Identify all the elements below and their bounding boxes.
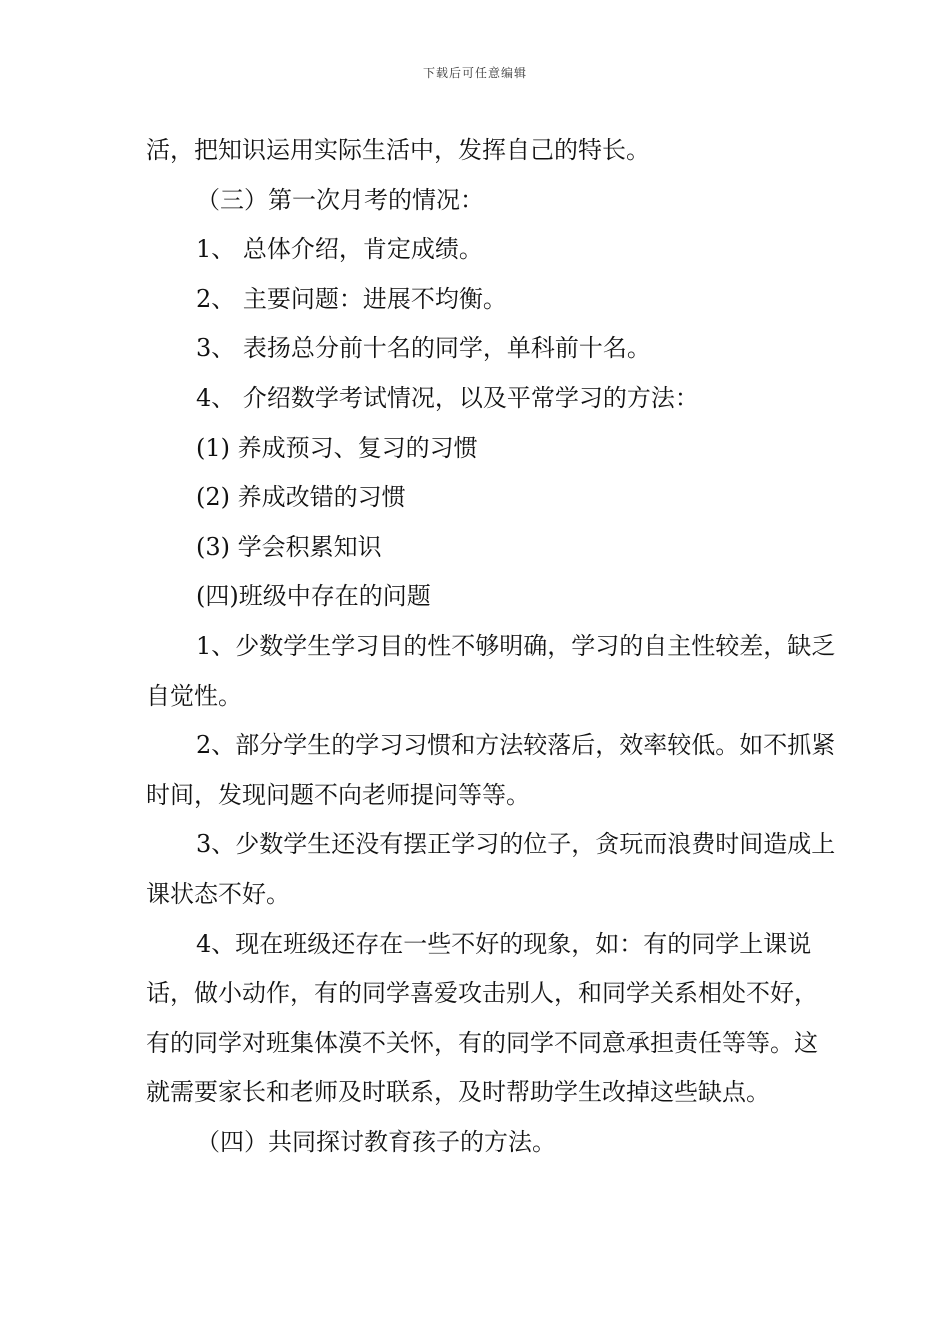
document-body bbox=[146, 126, 836, 1167]
list-item: 4、 介绍数学考试情况，以及平常学习的方法： bbox=[196, 383, 699, 412]
paragraph-continuation: 活，把知识运用实际生活中，发挥自己的特长。 bbox=[146, 136, 650, 164]
paragraph: 4、现在班级还存在一些不好的现象，如：有的同学上课说话，做小动作，有的同学喜爱攻击别人，和同学关系相处不好，有的同学对班集体漠不关怀，有的同学不同意承担责任等等。这就需要家长和老师及时联系，及时帮助学生改掉这些缺点。 bbox=[146, 929, 818, 1107]
section-heading-3: （三）第一次月考的情况： bbox=[196, 185, 484, 214]
section-heading-4: (四)班级中存在的问题 bbox=[196, 582, 431, 611]
sub-list-item: (2) 养成改错的习惯 bbox=[196, 483, 406, 512]
paragraph: 1、少数学生学习目的性不够明确，学习的自主性较差，缺乏自觉性。 bbox=[146, 631, 836, 710]
paragraph: 3、少数学生还没有摆正学习的位子，贪玩而浪费时间造成上课状态不好。 bbox=[146, 830, 836, 908]
page-header: 下载后可任意编辑 bbox=[422, 66, 527, 80]
sub-list-item: (3) 学会积累知识 bbox=[196, 532, 382, 561]
list-item: 2、 主要问题：进展不均衡。 bbox=[196, 284, 507, 313]
list-item: 1、 总体介绍，肯定成绩。 bbox=[196, 235, 483, 264]
list-item: 3、 表扬总分前十名的同学，单科前十名。 bbox=[196, 334, 651, 363]
sub-list-item: (1) 养成预习、复习的习惯 bbox=[196, 433, 478, 462]
paragraph: 2、部分学生的学习习惯和方法较落后，效率较低。如不抓紧时间，发现问题不向老师提问等等。 bbox=[146, 731, 836, 809]
section-heading-4b: （四）共同探讨教育孩子的方法。 bbox=[196, 1127, 556, 1156]
